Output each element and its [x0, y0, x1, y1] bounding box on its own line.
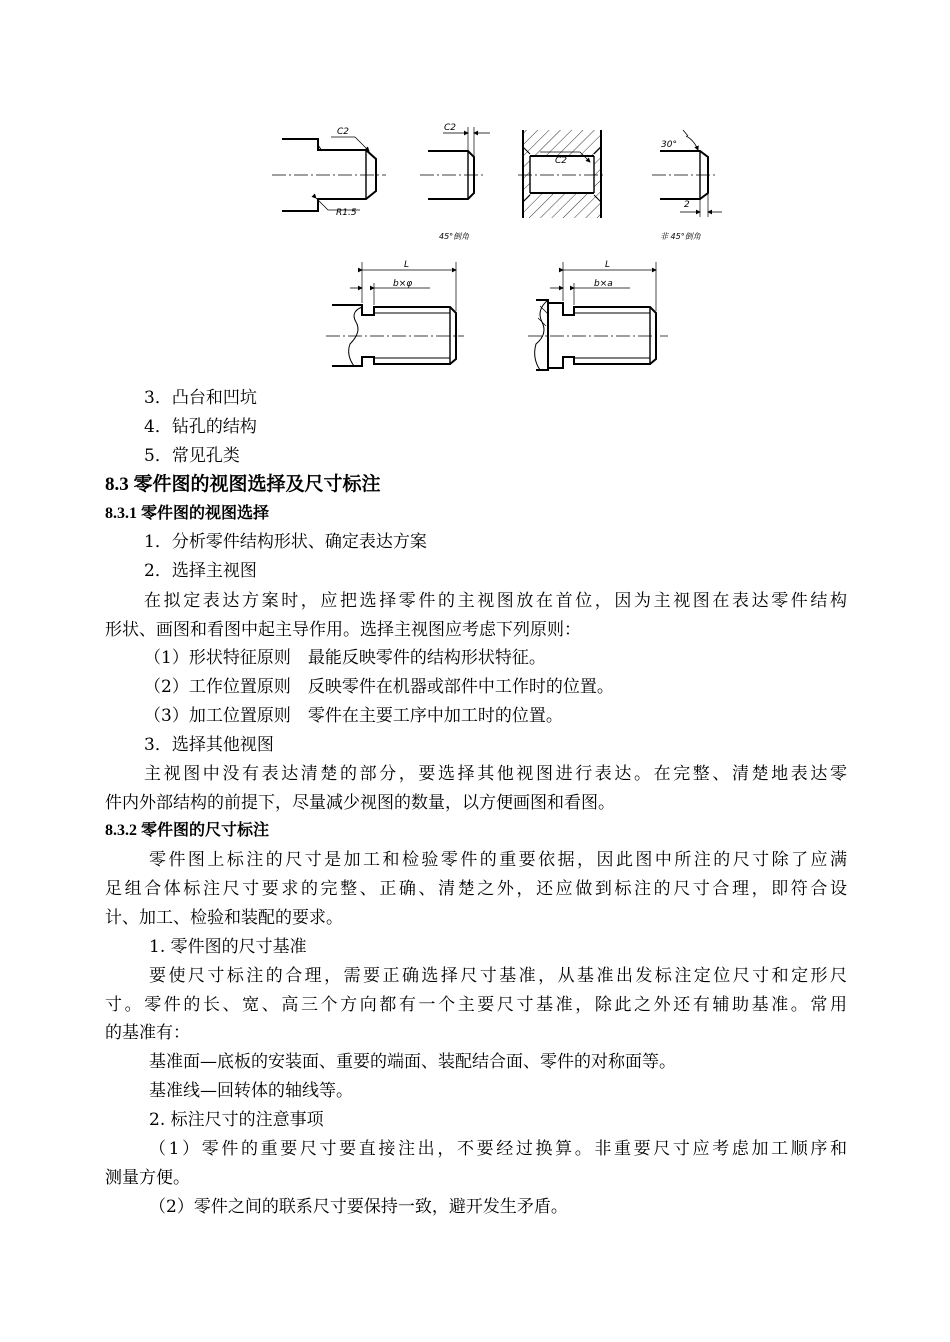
- item-analyze-structure: 1．分析零件结构形状、确定表达方案: [144, 532, 427, 552]
- label-L-a: L: [404, 260, 410, 270]
- paragraph-dimensioning-line3: 计、加工、检验和装配的要求。: [105, 908, 343, 928]
- shaft-chamfer-c2-view: [272, 137, 386, 211]
- subsection-heading-8-3-1: 8.3.1 零件图的视图选择: [105, 505, 270, 522]
- label-L-b: L: [605, 260, 611, 270]
- item-choose-other-views: 3．选择其他视图: [144, 735, 274, 755]
- paragraph-datum-line3: 的基准有：: [105, 1023, 190, 1043]
- hole-chamfer-section-view: [518, 130, 606, 218]
- principle-machining-position: （3）加工位置原则 零件在主要工序中加工时的位置。: [144, 706, 563, 726]
- principle-working-position: （2）工作位置原则 反映零件在机器或部件中工作时的位置。: [144, 677, 614, 697]
- paragraph-main-view-line2: 形状、画图和看图中起主导作用。选择主视图应考虑下列原则：: [105, 620, 581, 640]
- chamfer-and-undercut-figure: [0, 0, 950, 390]
- item-common-holes: 5．常见孔类: [144, 446, 240, 466]
- datum-line: 基准线—回转体的轴线等。: [149, 1081, 353, 1101]
- note-2: （2）零件之间的联系尺寸要保持一致，避开发生矛盾。: [149, 1197, 568, 1217]
- cylinder-chamfer-45-view: [420, 127, 490, 199]
- item-boss-and-pit: 3．凸台和凹坑: [144, 388, 257, 408]
- paragraph-datum-line1: 要使尺寸标注的合理，需要正确选择尺寸基准，从基准出发标注定位尺寸和定形尺: [149, 966, 847, 986]
- paragraph-dimensioning-line1: 零件图上标注的尺寸是加工和检验零件的重要依据，因此图中所注的尺寸除了应满: [149, 850, 847, 870]
- item-choose-main-view: 2．选择主视图: [144, 561, 257, 581]
- label-r15: R1.5: [336, 208, 357, 218]
- caption-non-45-chamfer: 非 45°倒角: [660, 232, 701, 241]
- label-2: 2: [684, 200, 690, 210]
- paragraph-dimensioning-line2: 足组合体标注尺寸要求的完整、正确、清楚之外，还应做到标注的尺寸合理，即符合设: [105, 879, 847, 899]
- label-c2-c: C2: [555, 156, 568, 166]
- principle-shape-feature: （1）形状特征原则 最能反映零件的结构形状特征。: [144, 648, 546, 668]
- item-drilled-hole-structure: 4．钻孔的结构: [144, 417, 257, 437]
- datum-surface: 基准面—底板的安装面、重要的端面、装配结合面、零件的对称面等。: [149, 1052, 676, 1072]
- label-c2-b: C2: [444, 123, 457, 133]
- label-b-a: b×a: [594, 279, 613, 289]
- paragraph-other-views-line1: 主视图中没有表达清楚的部分，要选择其他视图进行表达。在完整、清楚地表达零: [144, 764, 847, 784]
- section-heading-8-3: 8.3 零件图的视图选择及尺寸标注: [105, 474, 381, 495]
- undercut-b-phi-view: [326, 262, 464, 366]
- label-b-phi: b×φ: [393, 279, 413, 289]
- item-dimension-notes: 2. 标注尺寸的注意事项: [149, 1110, 324, 1130]
- paragraph-datum-line2: 寸。零件的长、宽、高三个方向都有一个主要尺寸基准，除此之外还有辅助基准。常用: [105, 995, 847, 1015]
- note-1-line2: 测量方便。: [105, 1168, 190, 1188]
- caption-45-chamfer: 45°倒角: [439, 232, 470, 241]
- label-30deg: 30°: [661, 140, 677, 150]
- subsection-heading-8-3-2: 8.3.2 零件图的尺寸标注: [105, 822, 270, 839]
- paragraph-other-views-line2: 件内外部结构的前提下，尽量减少视图的数量，以方便画图和看图。: [105, 793, 615, 813]
- item-dimension-datum: 1. 零件图的尺寸基准: [149, 937, 307, 957]
- paragraph-main-view-line1: 在拟定表达方案时，应把选择零件的主视图放在首位，因为主视图在表达零件结构: [144, 591, 847, 611]
- label-c2-a: C2: [337, 127, 350, 137]
- note-1-line1: （1）零件的重要尺寸要直接注出，不要经过换算。非重要尺寸应考虑加工顺序和: [149, 1139, 847, 1159]
